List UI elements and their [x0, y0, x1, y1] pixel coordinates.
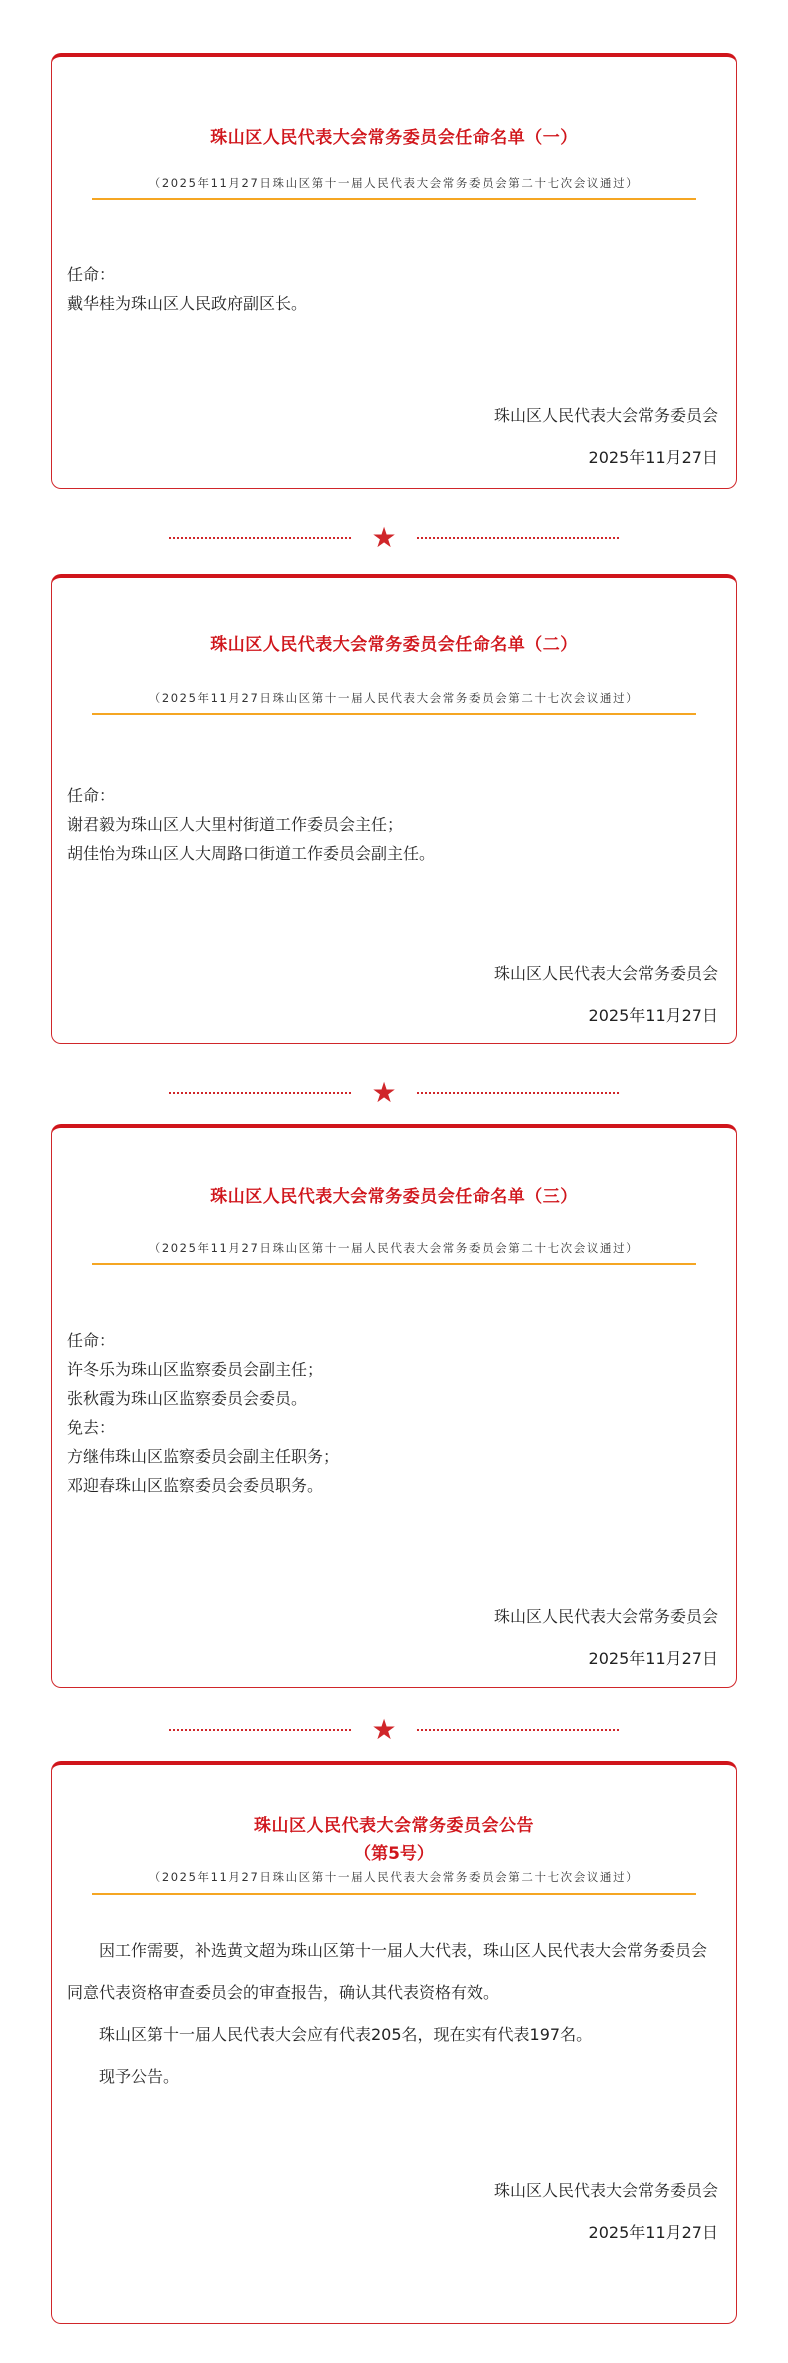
star-icon: ★ — [371, 1076, 397, 1109]
signature-date: 2025年11月27日 — [588, 1649, 718, 1668]
star-separator — [0, 1715, 788, 1745]
meeting-note: （2025年11月27日珠山区第十一届人民代表大会常务委员会第二十七次会议通过） — [148, 1241, 640, 1255]
notice-paragraph: 因工作需要，补选黄文超为珠山区第十一届人大代表，珠山区人民代表大会常务委员会同意代表资格审查委员会的审查报告，确认其代表资格有效。 — [67, 1941, 708, 2002]
card-body — [67, 781, 716, 868]
body-line: 任命： — [67, 1331, 116, 1350]
signature-date: 2025年11月27日 — [588, 448, 718, 467]
appointment-card-3 — [51, 1124, 737, 1688]
card-title: 珠山区人民代表大会常务委员会任命名单（二） — [210, 635, 578, 655]
dotted-line — [169, 1729, 351, 1731]
body-line: 张秋霞为珠山区监察委员会委员。 — [67, 1389, 308, 1408]
dotted-line — [169, 1092, 351, 1094]
meeting-note: （2025年11月27日珠山区第十一届人民代表大会常务委员会第二十七次会议通过） — [148, 691, 640, 705]
gold-rule — [92, 1893, 696, 1895]
body-line: 邓迎春珠山区监察委员会委员职务。 — [67, 1476, 324, 1495]
dotted-line — [417, 1092, 619, 1094]
signature-org: 珠山区人民代表大会常务委员会 — [493, 1607, 718, 1626]
meeting-note: （2025年11月27日珠山区第十一届人民代表大会常务委员会第二十七次会议通过） — [148, 176, 640, 190]
card-title: 珠山区人民代表大会常务委员会任命名单（三） — [210, 1187, 578, 1207]
notice-paragraph: 现予公告。 — [99, 2067, 180, 2086]
card-body — [67, 1326, 716, 1500]
body-line: 胡佳怡为珠山区人大周路口街道工作委员会副主任。 — [67, 844, 436, 863]
notice-card — [51, 1761, 737, 2324]
body-line: 免去： — [67, 1418, 116, 1437]
star-separator — [0, 1078, 788, 1108]
body-line: 方继伟珠山区监察委员会副主任职务； — [67, 1447, 340, 1466]
body-line: 任命： — [67, 265, 116, 284]
signature-org: 珠山区人民代表大会常务委员会 — [493, 2181, 718, 2200]
appointment-card-2 — [51, 574, 737, 1044]
signature-org: 珠山区人民代表大会常务委员会 — [493, 964, 718, 983]
dotted-line — [169, 537, 351, 539]
signature-org: 珠山区人民代表大会常务委员会 — [493, 406, 718, 425]
gold-rule — [92, 1263, 696, 1265]
star-icon: ★ — [371, 1713, 397, 1746]
notice-paragraph: 珠山区第十一届人民代表大会应有代表205名，现在实有代表197名。 — [99, 2025, 593, 2044]
signature-date: 2025年11月27日 — [588, 1006, 718, 1025]
body-line: 谢君毅为珠山区人大里村街道工作委员会主任； — [67, 815, 404, 834]
notice-title: 珠山区人民代表大会常务委员会公告 — [254, 1816, 534, 1836]
body-line: 戴华桂为珠山区人民政府副区长。 — [67, 294, 308, 313]
gold-rule — [92, 713, 696, 715]
gold-rule — [92, 198, 696, 200]
appointment-card-1 — [51, 53, 737, 489]
meeting-note: （2025年11月27日珠山区第十一届人民代表大会常务委员会第二十七次会议通过） — [148, 1870, 640, 1884]
signature-date: 2025年11月27日 — [588, 2223, 718, 2242]
star-separator — [0, 523, 788, 553]
dotted-line — [417, 537, 619, 539]
body-line: 任命： — [67, 786, 116, 805]
star-icon: ★ — [371, 521, 397, 554]
card-body — [67, 260, 716, 318]
dotted-line — [417, 1729, 619, 1731]
notice-number: （第5号） — [354, 1844, 434, 1864]
card-title: 珠山区人民代表大会常务委员会任命名单（一） — [210, 128, 578, 148]
body-line: 许冬乐为珠山区监察委员会副主任； — [67, 1360, 324, 1379]
notice-body — [67, 1930, 721, 2098]
